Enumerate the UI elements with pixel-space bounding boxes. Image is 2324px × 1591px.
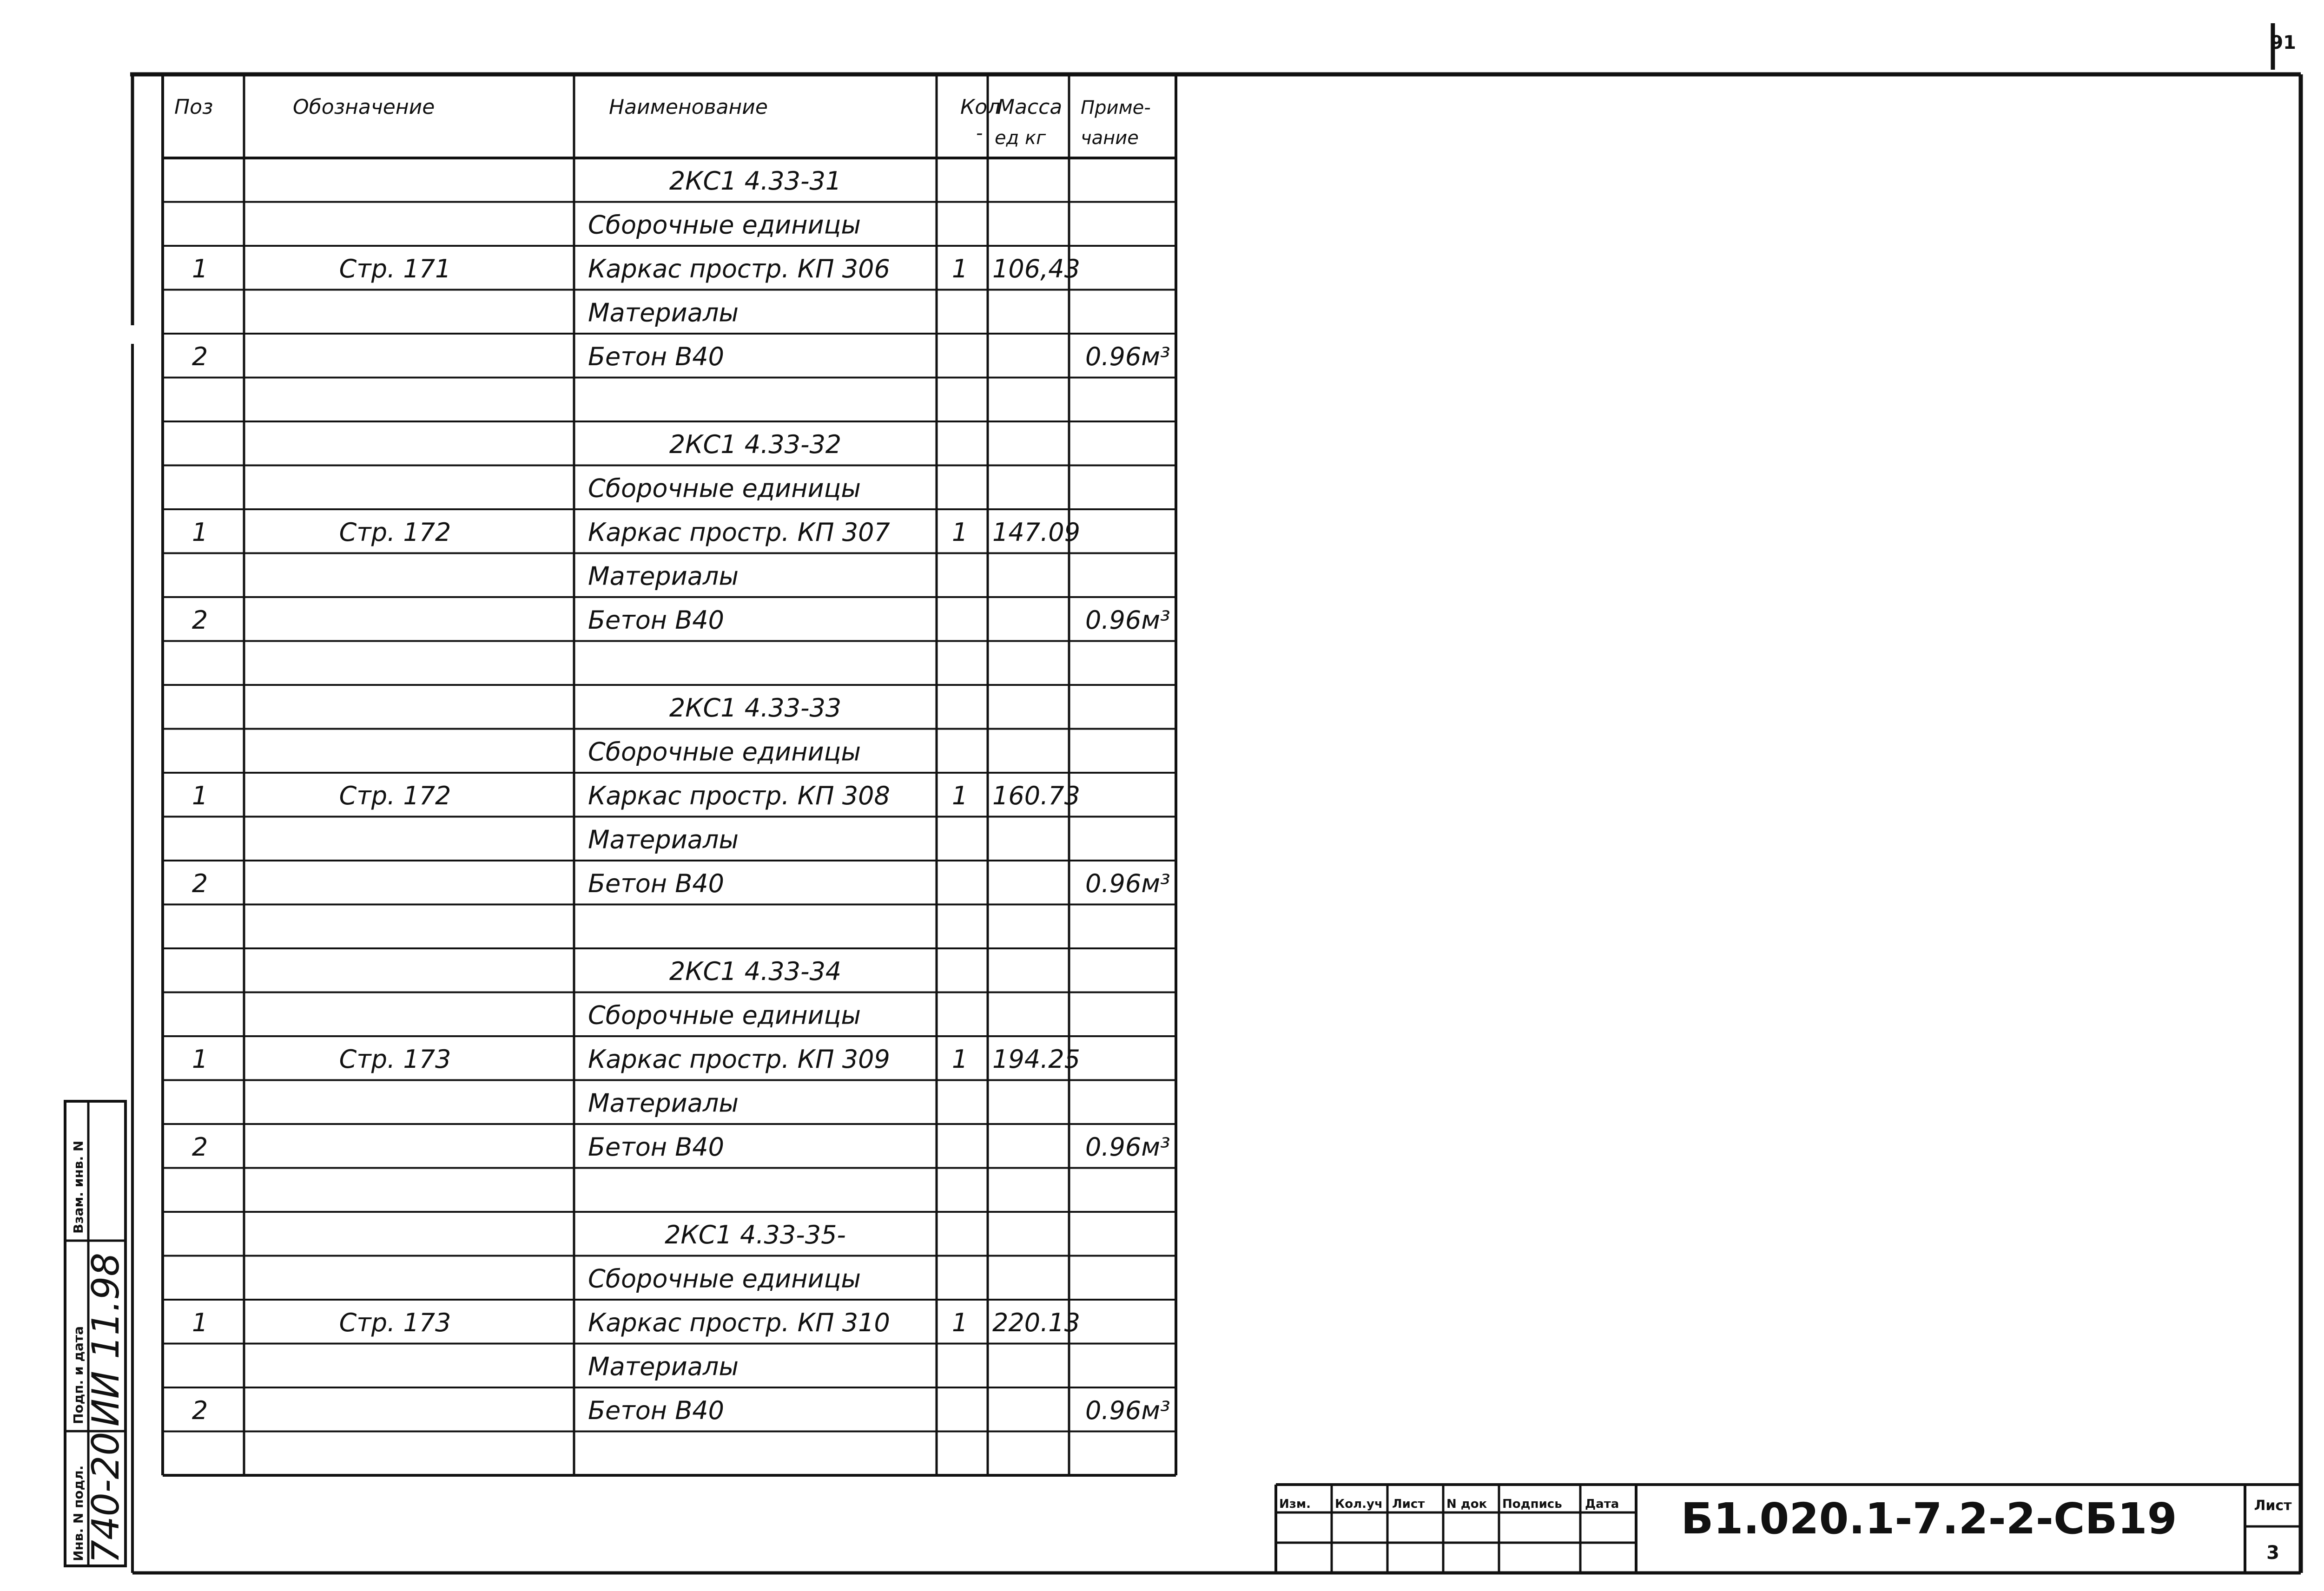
table-row xyxy=(588,298,739,328)
tb-label-podpis: Подпись xyxy=(1502,1497,1562,1511)
row-name: Каркас простр. КП 308 xyxy=(588,781,890,810)
row-title: 2КС1 4.33-34 xyxy=(669,957,842,986)
row-note: 0.96м³ xyxy=(1085,342,1170,371)
row-note: 0.96м³ xyxy=(1085,1132,1170,1162)
table-row xyxy=(588,210,861,240)
row-mass: 147.09 xyxy=(992,518,1080,547)
table-row xyxy=(588,1264,861,1294)
table-row xyxy=(192,1396,1170,1425)
row-qty: 1 xyxy=(951,1308,968,1337)
header-pos: Поз xyxy=(174,95,213,119)
row-pos: 2 xyxy=(191,342,208,371)
row-name: Бетон В40 xyxy=(588,342,724,371)
table-row xyxy=(192,1132,1170,1162)
row-pos: 2 xyxy=(191,869,208,898)
table-row xyxy=(192,518,1080,547)
table-row xyxy=(192,254,1080,283)
row-title: 2КС1 4.33-31 xyxy=(669,166,842,196)
row-designation: Стр. 172 xyxy=(339,518,451,547)
row-qty: 1 xyxy=(951,518,968,547)
row-designation: Стр. 173 xyxy=(339,1308,451,1337)
table-row xyxy=(588,562,739,591)
tb-label-n-dok: N док xyxy=(1446,1497,1487,1511)
row-name: Каркас простр. КП 310 xyxy=(588,1308,890,1337)
row-name: Каркас простр. КП 307 xyxy=(588,518,890,547)
stamp-vzam-inv-label: Взам. инв. N xyxy=(71,1140,86,1234)
row-qty: 1 xyxy=(951,1045,968,1074)
row-section: Сборочные единицы xyxy=(588,473,861,503)
header-mass-sub: ед кг xyxy=(995,127,1046,149)
table-row xyxy=(669,693,841,723)
sheet-frame xyxy=(130,23,2301,1573)
row-pos: 1 xyxy=(191,1045,208,1074)
row-qty: 1 xyxy=(951,254,968,283)
tb-label-list: Лист xyxy=(1392,1497,1425,1511)
table-row xyxy=(192,1045,1080,1074)
table-row xyxy=(588,474,861,503)
tb-sheet-label: Лист xyxy=(2254,1498,2292,1514)
row-mass: 160.73 xyxy=(992,781,1080,810)
row-section: Сборочные единицы xyxy=(588,737,861,767)
row-designation: Стр. 171 xyxy=(339,254,451,283)
row-name: Каркас простр. КП 306 xyxy=(588,254,890,283)
table-row xyxy=(588,825,739,855)
table-body xyxy=(192,166,1170,1425)
header-designation: Обозначение xyxy=(293,95,435,119)
sheet-number-top: 91 xyxy=(2270,32,2296,53)
row-title: 2КС1 4.33-35- xyxy=(665,1220,846,1249)
row-section: Сборочные единицы xyxy=(588,210,861,240)
row-section: Материалы xyxy=(588,1352,739,1381)
table-row xyxy=(665,1220,846,1249)
table-header xyxy=(174,95,1151,149)
stamp-sign-value: ИИ 11.98 xyxy=(84,1252,127,1427)
row-designation: Стр. 172 xyxy=(339,781,451,810)
row-name: Бетон В40 xyxy=(588,869,724,898)
row-qty: 1 xyxy=(951,781,968,810)
row-name: Бетон В40 xyxy=(588,1396,724,1425)
table-row xyxy=(588,1089,739,1118)
row-section: Сборочные единицы xyxy=(588,1264,861,1294)
table-row xyxy=(669,166,841,196)
row-pos: 2 xyxy=(191,1396,208,1425)
row-pos: 2 xyxy=(191,1132,208,1162)
stamp-podp-data-label: Подп. и дата xyxy=(71,1326,86,1424)
row-pos: 1 xyxy=(191,781,208,810)
specification-table xyxy=(163,74,1176,1475)
tb-label-data: Дата xyxy=(1585,1497,1619,1511)
header-qty: Кол xyxy=(960,95,1001,119)
table-row xyxy=(588,1352,739,1381)
header-qty-sub: - xyxy=(976,123,983,144)
table-row xyxy=(192,342,1170,371)
table-row xyxy=(192,869,1170,898)
stamp-inv-value: 740-20 xyxy=(84,1432,127,1564)
table-row xyxy=(192,605,1170,635)
row-designation: Стр. 173 xyxy=(339,1045,451,1074)
row-section: Материалы xyxy=(588,825,739,855)
table-row xyxy=(669,430,841,459)
row-name: Бетон В40 xyxy=(588,605,724,635)
row-mass: 194.25 xyxy=(992,1045,1080,1074)
header-note-sub: чание xyxy=(1081,127,1139,149)
document-code: Б1.020.1-7.2-2-СБ19 xyxy=(1681,1494,2177,1544)
row-note: 0.96м³ xyxy=(1085,605,1170,635)
row-name: Каркас простр. КП 309 xyxy=(588,1045,890,1074)
tb-label-kol-uch: Кол.уч xyxy=(1335,1497,1383,1511)
table-row xyxy=(669,957,841,986)
stamp-inv-podl-label: Инв. N подл. xyxy=(71,1465,86,1561)
row-pos: 2 xyxy=(191,605,208,635)
row-section: Материалы xyxy=(588,1088,739,1118)
table-row xyxy=(192,781,1080,810)
tb-label-izm: Изм. xyxy=(1279,1497,1311,1511)
row-pos: 1 xyxy=(191,254,208,283)
row-section: Материалы xyxy=(588,298,739,328)
table-row xyxy=(588,1001,861,1030)
row-name: Бетон В40 xyxy=(588,1132,724,1162)
table-row xyxy=(588,737,861,767)
row-title: 2КС1 4.33-32 xyxy=(669,430,842,459)
table-row xyxy=(192,1308,1080,1337)
row-title: 2КС1 4.33-33 xyxy=(669,693,842,723)
row-mass: 106,43 xyxy=(992,254,1080,283)
row-note: 0.96м³ xyxy=(1085,1396,1170,1425)
row-section: Сборочные единицы xyxy=(588,1000,861,1030)
row-section: Материалы xyxy=(588,561,739,591)
row-note: 0.96м³ xyxy=(1085,869,1170,898)
row-pos: 1 xyxy=(191,518,208,547)
tb-sheet-value: 3 xyxy=(2266,1542,2279,1564)
row-mass: 220.13 xyxy=(992,1308,1080,1337)
row-pos: 1 xyxy=(191,1308,208,1337)
header-note: Приме- xyxy=(1081,97,1151,118)
header-mass: Масса xyxy=(997,95,1063,119)
header-name: Наименование xyxy=(609,95,768,119)
